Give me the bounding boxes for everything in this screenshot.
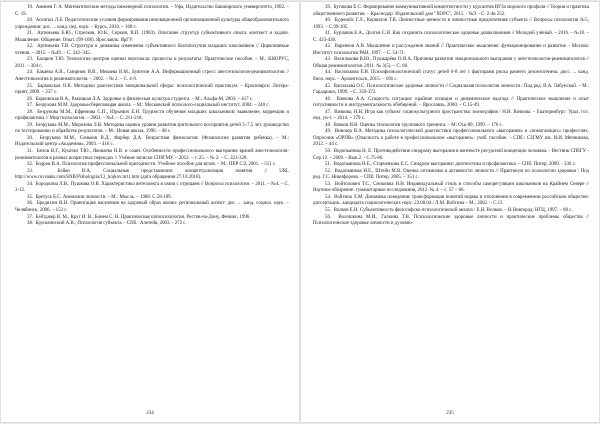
reference-entry bbox=[15, 70, 289, 83]
reference-entry bbox=[15, 110, 289, 123]
reference-text: Бредихин Н.Н. Ориентация населения на здоровый образ жизни: региональный аспект: дис. ... канд. социол. наук. – Челябинск, 2006. – 153 с. bbox=[15, 201, 289, 213]
reference-entry bbox=[15, 84, 289, 97]
reference-text: Варенков А.В. Мышление и рассуждения знаний // Практическое мышление: функционирование и развитие – Москва: Институт психологии РАН, 1997. – С. 54-71. bbox=[313, 44, 590, 56]
reference-text: Безрукова М.М. Здоровьесберегающая школа. – М.: Московский психолого-социальный институт, 2004. – 240 с. bbox=[35, 103, 270, 109]
reference-text: Барковская О.В. Методики диагностики эмоциональной сферы: психологический практикум. – Красноярск: Литера-принт, 2009. – 237 с. bbox=[15, 83, 289, 96]
reference-text: Войтолович Т.С., Смоковиа Н.Н. Индивидуальный стиль и способы саморегуляции школьников на Крайнем Севере // Научное обозрение: гуманитарные исследования, 2012. № 4. – с. 57 – 66. bbox=[313, 181, 590, 194]
reference-text: Вачков И.В. Оценка технологии группового тренинга. – М: Ось-89, 1999. – 176 с. bbox=[333, 122, 503, 128]
reference-text: Войтина Л.М. Динамика поведения: трансформация понятий нормы и отклонения в современном российском обществе: диссертация...кандидата социологических наук: 22.00.04 / Л.М. Войтина – М., 2002. – С.13 bbox=[313, 194, 589, 207]
reference-number: 38. bbox=[27, 221, 34, 227]
reference-entry bbox=[313, 70, 589, 83]
reference-text: Водопьянова Н.Е., Штейн М.В. Оценка оптимизма и активности личности // Практикум по психологии здоровья / Под ред. Г.С. Никифорова. – СПб: Питер, 2005. – 351 с. bbox=[313, 168, 589, 181]
reference-text: Асеатых Л.Е. Педагогические условия формирования инновационной организационной культуры общеобразовательного учреждения: дис. ... канд. пед. наук. – Курск, 2010. – 168 с. bbox=[15, 18, 289, 30]
reference-entry bbox=[313, 5, 589, 18]
reference-entry bbox=[15, 136, 289, 149]
reference-number: 35. bbox=[27, 194, 34, 200]
reference-text: Барковская В.А., Ракицкая Л.А. Здоровье и физическая культура студента. – М.: Альфа-М, 2003. – 417 с. bbox=[35, 96, 254, 102]
reference-number: 37. bbox=[27, 214, 34, 220]
reference-number: 23. bbox=[27, 57, 34, 63]
reference-number: 52. bbox=[325, 168, 332, 174]
reference-text: Вачкова, Н.Н. Игра как субъект социокультурного пространства: монография / Н.Н. Вачкова. – Екатеринбург: Урал. гос. пед. ун-т. – 2014. – 379 с. bbox=[313, 109, 589, 122]
reference-number: 29. bbox=[27, 122, 34, 128]
reference-list bbox=[15, 5, 289, 228]
reference-text: Белов В.Г., Куштан Т.Ю., Яковлева Н.В. и соавт. Особенности профессионального выгорания врачей анестезиологов-реаниматологов в разных возрастных периодах // Учёные записки СПбГМУ. – 2012. – т. 25. – № 2. – С. 323-328. bbox=[15, 149, 290, 161]
right-page bbox=[301, 2, 599, 422]
reference-number: 21. bbox=[27, 31, 34, 37]
reference-number: 19. bbox=[27, 5, 34, 10]
reference-text: Волошкина М.И., Галкина Т.В. Психологические здоровые личности и практические проблемы общества // Психологическое здоровье личности и духовно- bbox=[313, 214, 589, 227]
reference-number: 51. bbox=[325, 162, 332, 168]
reference-entry bbox=[15, 182, 289, 195]
reference-number: 55. bbox=[325, 207, 332, 213]
reference-text: Бутакова Е.С. Формирование коммуникативной компетентности у курсантов ВУЗа морского профиля // Теория и практика общественного развития. – Краснодар: Издательский дом "ХОРС", 2015. - №9. - С. 2-4в 252. bbox=[313, 5, 589, 17]
reference-number: 27. bbox=[27, 103, 34, 109]
reference-text: Бэйтджер В. М., Круг И. В., Бонем С. Н. Практическая патопсихология. Ростов-на-Дону, Феникс, 1996. bbox=[35, 214, 251, 220]
left-page bbox=[1, 2, 299, 422]
reference-text: Васильева О.С. Психологические здоровье личности // Социальная психология личности / Под ред. В.А. Лабунской. – М.: Гардарики, 1999. – С. 359-372. bbox=[313, 83, 589, 96]
reference-entry bbox=[15, 18, 289, 31]
reference-number: 22. bbox=[27, 44, 34, 50]
reference-entry bbox=[15, 44, 289, 57]
reference-text: Виноюр В.А. Методика психологической диагностики профессионального «выгорания» в «помогающих» профессиях. Опросник «ОРПВ» (Опасность к работе в профессиональном «выгорании»: учеб. пособие. – СПб.: СЗГМУ им. И.И. Мечникова, 2012. – 44 с. bbox=[313, 129, 589, 148]
reference-number: 24. bbox=[27, 70, 34, 76]
page-number: 234 bbox=[146, 411, 154, 416]
reference-entry bbox=[15, 149, 289, 162]
reference-number: 43. bbox=[325, 57, 332, 63]
reference-text: Бретусь Б.С. Аномалии личности. – М.: Мысль. – 1988. С.58-109. bbox=[35, 194, 172, 200]
reference-entry bbox=[15, 57, 289, 70]
reference-number: 45. bbox=[325, 83, 332, 89]
page-number: 235 bbox=[446, 411, 454, 416]
reference-entry bbox=[15, 201, 289, 214]
reference-entry bbox=[313, 129, 589, 149]
reference-entry bbox=[313, 215, 589, 228]
reference-entry bbox=[15, 169, 289, 182]
reference-text: Василькова В.Ю., Пушкарёва О.И.А. Причины развития эмоционального выгорания у анестезиологов-реаниматологов // Общая реаниматология. 2011. № 3(5). – С. 66. bbox=[313, 57, 589, 69]
reference-number: 34. bbox=[27, 181, 34, 187]
reference-number: 49. bbox=[325, 129, 332, 135]
reference-number: 53. bbox=[325, 181, 332, 187]
reference-entry bbox=[15, 123, 289, 136]
reference-number: 25. bbox=[27, 83, 34, 89]
reference-number: 42. bbox=[325, 44, 332, 50]
reference-text: Бородкина Л.В., Пушкова О.В. Характеристика интеллекта в связи с отрицаем // Вопросы психологии. – 2011. – №4. – С. 3-12. bbox=[15, 181, 289, 194]
reference-text: Аминев Г. А. Математические методы инженерной психологии. – Уфа, Издательство Башкирского университета, 1982. – С. 19. bbox=[15, 5, 289, 17]
reference-entry bbox=[313, 84, 589, 97]
reference-text: Артемьева Е.Ю., Стрелков, Ю.К., Серкин, В.П. (1983). Описание структур субъективного опыта: контекст и задачи. Мышление: Общение. Опыт. (99-108). Ярославль: ЯрГУ. bbox=[15, 31, 289, 43]
reference-entry bbox=[313, 31, 589, 44]
reference-text: Безрукова М.М., Морозова Л.В. Методика оценки уровня развития зрительного восприятия детей 5–7,5 лет. руководство по тестированию и обработке результатов. – М.: Новая школа, 1996. – 48 с. bbox=[15, 122, 289, 135]
reference-number: 28. bbox=[27, 109, 34, 115]
reference-text: Водопьянова Н.Е., Старченкова Е.С. Синдром выгорания: диагностика и профилактика. – СПб: Питер, 2009. - 336 с. bbox=[333, 162, 576, 168]
reference-entry bbox=[15, 5, 289, 18]
reference-text: Безрукова М.М., Соньков В.Д., Фарбер Д.А. Возрастная физиология: (Физиология развития ребенка). – М.: Издательский центр «Академия», 2003. – 416 с. bbox=[15, 135, 289, 148]
reference-entry bbox=[313, 18, 589, 31]
reference-entry bbox=[15, 221, 289, 228]
reference-text: Артемьева Т.В. Структура и динамика изменения субъективного благополучия младших школьников // Циркониевые чтения. – 2015. – №49. – С. 342–345. bbox=[15, 44, 289, 56]
reference-text: Буденийс Г.Л., Корнилов Т.В. Личностные ценности и личностные предпочтения субъекта // Вопросы психологии №5, 1993. – С.99-105. bbox=[313, 18, 589, 30]
reference-text: Бодров В.А. Психология профессиональной пригодности. Учебное пособие для вузов. – М.: ПЕР СЭ, 2001. – 511 с. bbox=[35, 162, 277, 168]
reference-entry bbox=[313, 195, 589, 208]
reference-number: 50. bbox=[325, 149, 332, 155]
reference-number: 30. bbox=[27, 135, 34, 141]
reference-number: 47. bbox=[325, 109, 332, 115]
reference-number: 36. bbox=[27, 201, 34, 207]
reference-number: 33. bbox=[27, 168, 34, 174]
reference-number: 40. bbox=[325, 18, 332, 24]
reference-entry bbox=[313, 182, 589, 195]
reference-text: Бойко В.А. Социальные представления: концептуализация понятия // URL http://www.ruvsaaks.com/SNB/Psihologiia/12_hojkov/art1.htm (дата обращения 27.10.2018). bbox=[15, 168, 289, 181]
reference-entry bbox=[313, 44, 589, 57]
reference-entry bbox=[313, 169, 589, 182]
reference-number: 44. bbox=[325, 70, 332, 76]
reference-number: 31. bbox=[27, 149, 34, 155]
reference-text: Волков Е.Н. Субъективность философско-психологической анализ / Е.Н. Волков. – Н.Новгород: НГЦ, 1997. – 80 с. bbox=[333, 207, 573, 213]
reference-number: 26. bbox=[27, 96, 34, 102]
reference-number: 46. bbox=[325, 96, 332, 102]
reference-entry bbox=[313, 57, 589, 70]
reference-text: Василькова Е.В. Психофизиологический статус детей 6-8 лет с факторами риска раннего дезонтогенеза: дисс. ... канд. биол. наук. – Архангельск, 2015. – 166 с. bbox=[313, 70, 589, 83]
reference-number: 20. bbox=[27, 18, 34, 24]
reference-number: 41. bbox=[325, 31, 332, 37]
reference-entry bbox=[313, 110, 589, 123]
reference-text: Бакаева А.В., Смирнов И.В., Мизаева В.М., Буянтин А.А. Информационный стресс анестезиологов-реаниматологов // Анестезиология и реаниматология. – 2002. – № 2. – С. 4-9. bbox=[15, 70, 289, 83]
reference-number: 32. bbox=[27, 162, 34, 168]
reference-number: 39. bbox=[325, 5, 332, 10]
reference-entry bbox=[15, 31, 289, 44]
reference-list bbox=[313, 5, 589, 228]
reference-entry bbox=[313, 149, 589, 162]
reference-text: Водопьянова Н. Е. Противодействие синдрому выгорания в контексте ресурсной концепции человека. - Вестник СПбГУ - Сер.12. – 2009. - Вып.2. - С.75-86. bbox=[313, 149, 589, 161]
reference-text: Бурлаков Е.А., Долгов С.Н. Как сохранить психологическое здоровье дошкольников // Молодой учёный. – 2016. – №18. – С. 433-436. bbox=[313, 31, 589, 43]
reference-text: Брушлинский А.В., Психология субъекта. - СПб.: Алетейя, 2003. - 272 с. bbox=[35, 221, 187, 227]
reference-number: 54. bbox=[325, 194, 332, 200]
reference-number: 48. bbox=[325, 122, 332, 128]
reference-number: 56. bbox=[325, 214, 332, 220]
reference-text: Безрукова М.М., Ефремова С.П., Юрьевич Е.Н. Трудности обучения младших школьников: выявление, коррекция и профилактика // Мир психологии. – 2003. – №4. – С. 211-218. bbox=[15, 109, 289, 122]
reference-text: Базаров Т.Ю. Технология центров оценки персонала: процессы и результаты: Практическое пособие. – М.: КНОРУС, 2011. – 304 с. bbox=[15, 57, 289, 69]
reference-entry bbox=[313, 97, 589, 110]
reference-text: Вачкова А.А. Сущность ситуации: крайние позиции и динамическое надгода // Практическое мышление и опыт ситуативности и инструментальность обобщений. – Ярославль, 2000. – С.15-49. bbox=[313, 96, 589, 109]
